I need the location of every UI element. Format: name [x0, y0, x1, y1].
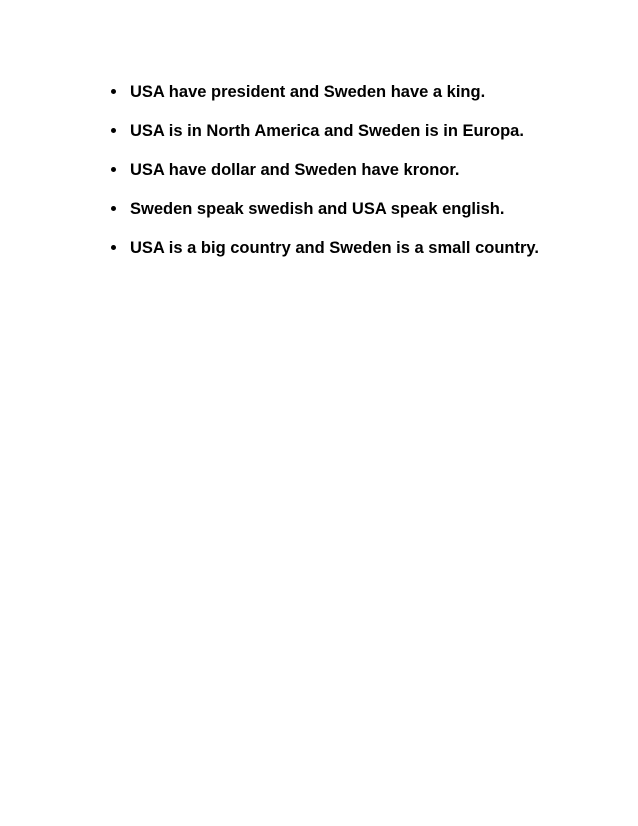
bullet-icon [111, 128, 116, 133]
list-item-text: Sweden speak swedish and USA speak english. [130, 200, 505, 218]
list-item [110, 78, 580, 106]
bullet-icon [111, 206, 116, 211]
list-item-text: USA is a big country and Sweden is a small country. [130, 239, 539, 257]
list-item [110, 195, 580, 223]
list-item-text: USA is in North America and Sweden is in Europa. [130, 122, 524, 140]
bullet-icon [111, 89, 116, 94]
list-item [110, 117, 580, 145]
bullet-icon [111, 167, 116, 172]
bullet-icon [111, 245, 116, 250]
list-item [110, 156, 580, 184]
list-item-text: USA have dollar and Sweden have kronor. [130, 161, 460, 179]
bullet-list [110, 78, 580, 273]
list-item [110, 234, 580, 262]
list-item-text: USA have president and Sweden have a king. [130, 83, 486, 101]
